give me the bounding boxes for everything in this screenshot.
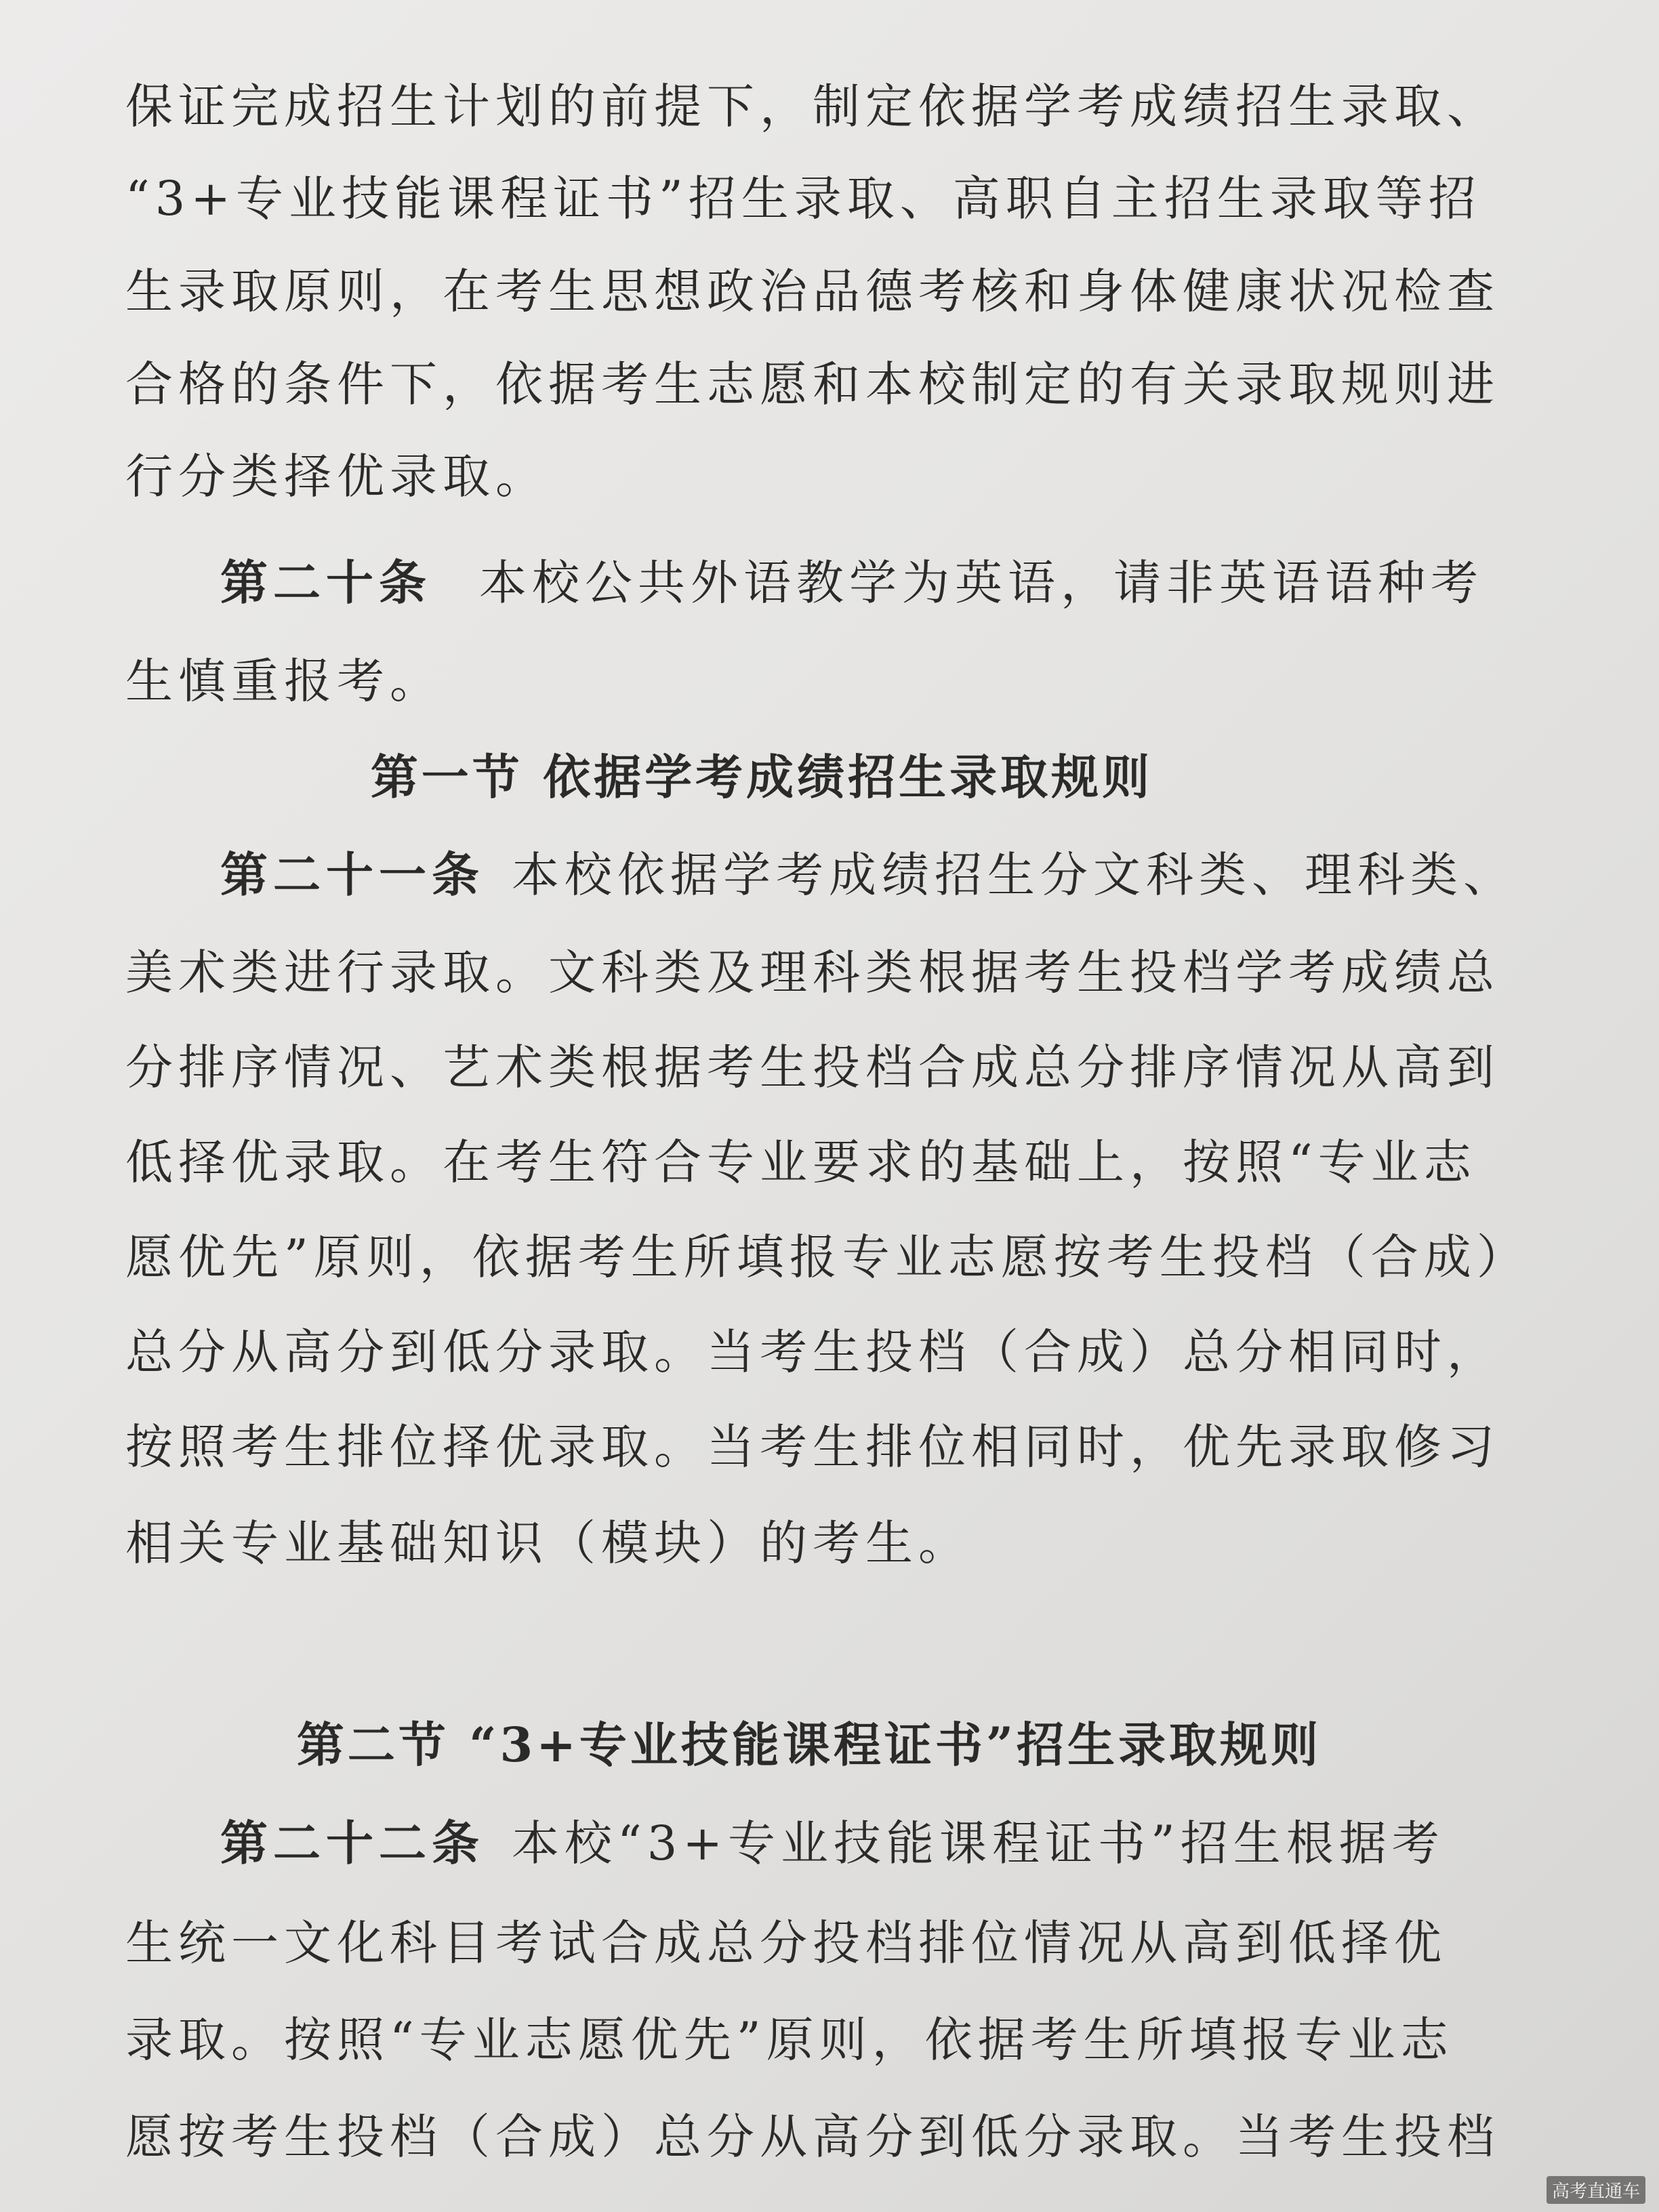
article-21-label: 第二十一条 — [220, 846, 485, 903]
section-2-title: 第二节 “3+专业技能课程证书”招生录取规则 — [296, 1717, 1322, 1773]
paragraph-line: 分排序情况、艺术类根据考生投档合成总分排序情况从高到 — [125, 1040, 1500, 1095]
paragraph-line: 录取。按照“专业志愿优先”原则，依据考生所填报专业志 — [125, 2012, 1454, 2068]
paragraph-line: 美术类进行录取。文科类及理科类根据考生投档学考成绩总 — [125, 945, 1500, 1000]
article-22-text: 本校“3+专业技能课程证书”招生根据考 — [512, 1816, 1445, 1871]
paragraph-line: 行分类择优录取。 — [125, 449, 548, 504]
article-21-line — [220, 844, 1516, 905]
article-20-text: 本校公共外语教学为英语，请非英语语种考 — [479, 555, 1483, 611]
paragraph-line: 生录取原则，在考生思想政治品德考核和身体健康状况检查 — [125, 264, 1500, 319]
article-22-label: 第二十二条 — [220, 1815, 485, 1871]
paragraph-line: 相关专业基础知识（模块）的考生。 — [125, 1515, 971, 1571]
article-21-text: 本校依据学考成绩招生分文科类、理科类、 — [512, 847, 1516, 903]
watermark-label: 高考直通车 — [1547, 2176, 1645, 2204]
paragraph-line: 总分从高分到低分录取。当考生投档（合成）总分相同时， — [125, 1324, 1500, 1380]
paragraph-line: 生统一文化科目考试合成总分投档排位情况从高到低择优 — [125, 1915, 1447, 1971]
paragraph-line: 按照考生排位择优录取。当考生排位相同时，优先录取修习 — [125, 1419, 1500, 1475]
paragraph-line: “3+专业技能课程证书”招生录取、高职自主招生录取等招 — [125, 171, 1481, 226]
article-20-line — [220, 552, 1483, 613]
paragraph-line: 愿优先”原则，依据考生所填报专业志愿按考生投档（合成） — [125, 1229, 1530, 1285]
paragraph-line: 低择优录取。在考生符合专业要求的基础上，按照“专业志 — [125, 1134, 1477, 1190]
article-22-line — [220, 1813, 1445, 1874]
paragraph-line: 生慎重报考。 — [125, 653, 443, 709]
paragraph-line: 保证完成招生计划的前提下，制定依据学考成绩招生录取、 — [125, 79, 1500, 134]
paragraph-line: 合格的条件下，依据考生志愿和本校制定的有关录取规则进 — [125, 356, 1500, 412]
article-20-label: 第二十条 — [220, 554, 432, 611]
paragraph-line: 愿按考生投档（合成）总分从高分到低分录取。当考生投档 — [125, 2109, 1500, 2165]
section-1-title: 第一节 依据学考成绩招生录取规则 — [370, 749, 1153, 805]
